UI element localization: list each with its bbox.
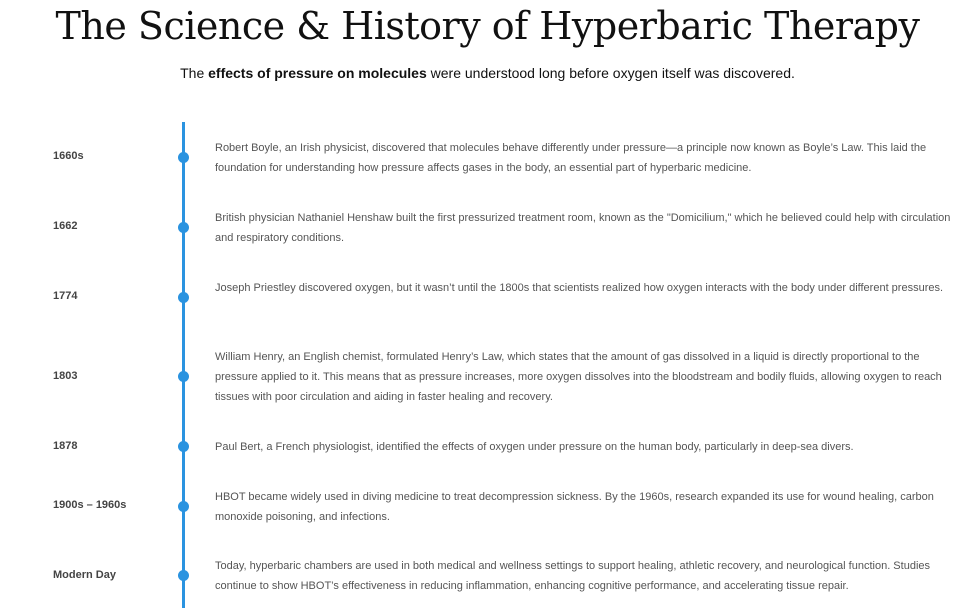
timeline-line [182,122,185,608]
timeline-dot [178,222,189,233]
timeline-year: 1660s [53,150,84,162]
timeline-dot [178,501,189,512]
subtitle-prefix: The [180,65,209,81]
timeline-dot [178,441,189,452]
page-title: The Science & History of Hyperbaric Therapy [55,4,920,48]
timeline-year: 1774 [53,290,78,302]
timeline-description: Paul Bert, a French physiologist, identified the effects of oxygen under pressure on the human body, particularly in deep-sea divers. [215,441,854,453]
timeline-year: 1878 [53,440,78,452]
subtitle-suffix: were understood long before oxygen itself was discovered. [426,65,795,81]
timeline-year: 1803 [53,370,78,382]
subtitle-emphasis: effects of pressure on molecules [208,65,427,81]
timeline-description: HBOT became widely used in diving medicine to treat decompression sickness. By the 1960s, research expanded its use for wound healing, carbon monoxide poisoning, and infections. [215,491,934,523]
timeline-year: 1662 [53,220,78,232]
timeline-description: Today, hyperbaric chambers are used in both medical and wellness settings to support healing, athletic recovery, and neurological function. Studies continue to show HBOT’s effectiveness in reducing inflammation, enhancing cognitive performance, and accelerating tissue repair. [215,560,930,592]
timeline-description: British physician Nathaniel Henshaw built the first pressurized treatment room, known as the "Domicilium," which he believed could help with circulation and respiratory conditions. [215,212,951,244]
timeline-year: Modern Day [53,569,116,581]
page-subtitle [0,65,975,81]
timeline-dot [178,152,189,163]
timeline-description: Robert Boyle, an Irish physicist, discovered that molecules behave differently under pressure—a principle now known as Boyle’s Law. This laid the foundation for understanding how pressure affects gases in the body, an essential part of hyperbaric medicine. [215,142,927,174]
timeline-dot [178,570,189,581]
timeline-year: 1900s – 1960s [53,499,127,511]
timeline-description: Joseph Priestley discovered oxygen, but it wasn’t until the 1800s that scientists realized how oxygen interacts with the body under different pressures. [215,282,944,294]
timeline-dot [178,371,189,382]
timeline-dot [178,292,189,303]
timeline-description: William Henry, an English chemist, formulated Henry’s Law, which states that the amount of gas dissolved in a liquid is directly proportional to the pressure applied to it. This means that as pressure increases, more oxygen dissolves into the bloodstream and bodily fluids, allowing oxygen to reach tissues with poor circulation and aiding in faster healing and recovery. [215,351,942,403]
